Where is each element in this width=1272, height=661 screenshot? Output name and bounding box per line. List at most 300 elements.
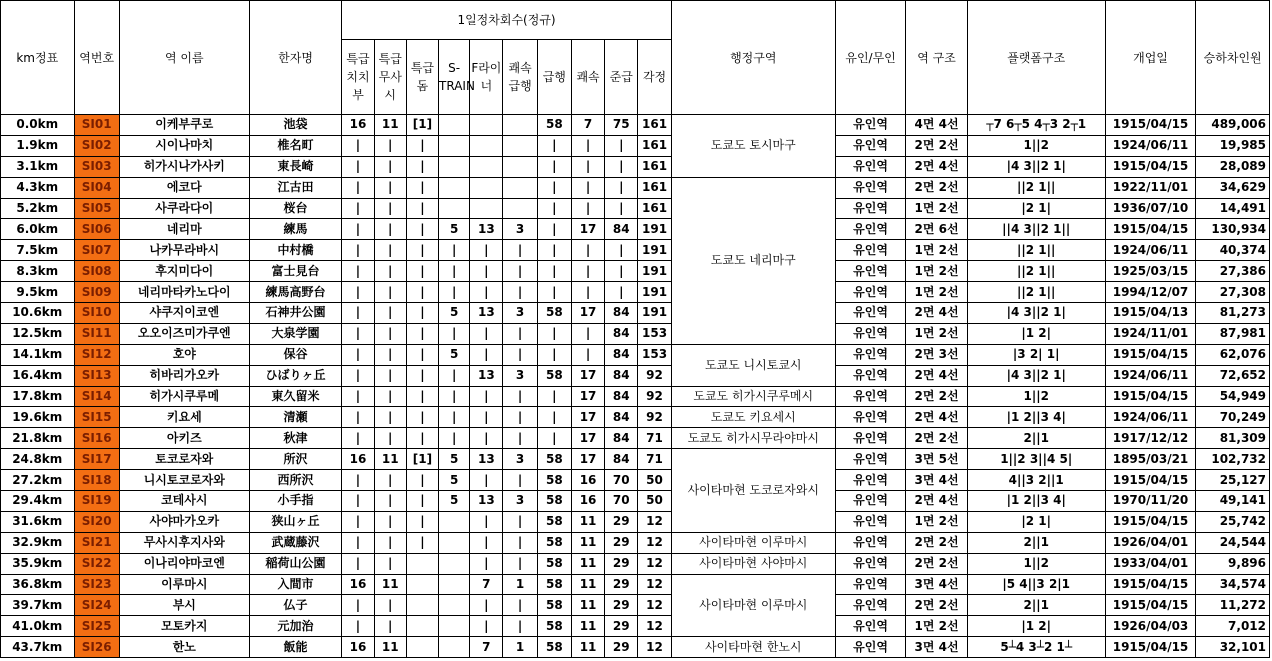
stop-count-cell: | bbox=[605, 198, 638, 219]
stop-count-cell: 58 bbox=[537, 595, 571, 616]
table-row bbox=[1, 595, 1270, 616]
station-code-cell: SI13 bbox=[74, 365, 119, 386]
platform-cell: ┬7 6┬5 4┬3 2┬1 bbox=[967, 115, 1105, 136]
open-date-cell: 1915/04/15 bbox=[1105, 470, 1196, 491]
stop-count-cell: | bbox=[342, 595, 374, 616]
staff-cell: 유인역 bbox=[835, 135, 905, 156]
area-cell: 사이타마현 한노시 bbox=[671, 637, 835, 658]
stop-count-cell: | bbox=[439, 261, 470, 282]
stop-count-cell: | bbox=[605, 282, 638, 303]
station-name-cell: 에코다 bbox=[119, 177, 249, 198]
staff-cell: 유인역 bbox=[835, 219, 905, 240]
station-code-cell: SI25 bbox=[74, 616, 119, 637]
stop-count-cell: | bbox=[537, 344, 571, 365]
stop-count-cell bbox=[470, 156, 503, 177]
passengers-cell: 25,742 bbox=[1196, 511, 1270, 532]
table-row bbox=[1, 553, 1270, 574]
stop-count-cell: | bbox=[374, 407, 406, 428]
header-station-code: 역번호 bbox=[74, 1, 119, 115]
stop-count-cell: | bbox=[571, 261, 604, 282]
stop-count-cell: | bbox=[470, 323, 503, 344]
stop-count-cell: 75 bbox=[605, 115, 638, 136]
stop-count-cell: | bbox=[406, 365, 438, 386]
staff-cell: 유인역 bbox=[835, 511, 905, 532]
station-code-cell: SI05 bbox=[74, 198, 119, 219]
stop-count-cell: 11 bbox=[571, 616, 604, 637]
station-name-cell: 한노 bbox=[119, 637, 249, 658]
km-cell: 41.0km bbox=[1, 616, 75, 637]
passengers-cell: 130,934 bbox=[1196, 219, 1270, 240]
stop-count-cell: 13 bbox=[470, 219, 503, 240]
stop-count-cell bbox=[406, 553, 438, 574]
structure-cell: 1면 2선 bbox=[906, 511, 967, 532]
platform-cell: ||2 1|| bbox=[967, 282, 1105, 303]
passengers-cell: 81,309 bbox=[1196, 428, 1270, 449]
km-cell: 7.5km bbox=[1, 240, 75, 261]
hanja-cell: 東久留米 bbox=[249, 386, 342, 407]
stop-count-cell: | bbox=[605, 261, 638, 282]
open-date-cell: 1915/04/15 bbox=[1105, 344, 1196, 365]
km-cell: 39.7km bbox=[1, 595, 75, 616]
stop-count-cell bbox=[439, 115, 470, 136]
hanja-cell: 仏子 bbox=[249, 595, 342, 616]
table-row bbox=[1, 219, 1270, 240]
platform-cell: |5 4||3 2|1 bbox=[967, 574, 1105, 595]
stop-count-cell: | bbox=[537, 240, 571, 261]
km-cell: 43.7km bbox=[1, 637, 75, 658]
km-cell: 9.5km bbox=[1, 282, 75, 303]
area-cell: 도쿄도 키요세시 bbox=[671, 407, 835, 428]
stop-count-cell: 50 bbox=[638, 491, 671, 512]
stop-count-cell bbox=[406, 595, 438, 616]
station-name-cell: 이케부쿠로 bbox=[119, 115, 249, 136]
table-row bbox=[1, 511, 1270, 532]
stop-count-cell: | bbox=[342, 511, 374, 532]
passengers-cell: 28,089 bbox=[1196, 156, 1270, 177]
station-name-cell: 샤쿠지이코엔 bbox=[119, 303, 249, 324]
stop-count-cell: | bbox=[439, 386, 470, 407]
passengers-cell: 49,141 bbox=[1196, 491, 1270, 512]
platform-cell: 4||3 2||1 bbox=[967, 470, 1105, 491]
header-type: 쾌속 bbox=[571, 40, 604, 115]
stop-count-cell: 58 bbox=[537, 511, 571, 532]
stop-count-cell: 11 bbox=[571, 553, 604, 574]
stop-count-cell: | bbox=[537, 135, 571, 156]
header-area: 행정구역 bbox=[671, 1, 835, 115]
stop-count-cell: 5 bbox=[439, 491, 470, 512]
stop-count-cell: | bbox=[439, 323, 470, 344]
structure-cell: 3면 5선 bbox=[906, 449, 967, 470]
stop-count-cell: | bbox=[571, 177, 604, 198]
stop-count-cell: 29 bbox=[605, 595, 638, 616]
stop-count-cell: 161 bbox=[638, 115, 671, 136]
stop-count-cell: 7 bbox=[571, 115, 604, 136]
station-code-cell: SI17 bbox=[74, 449, 119, 470]
km-cell: 27.2km bbox=[1, 470, 75, 491]
staff-cell: 유인역 bbox=[835, 470, 905, 491]
platform-cell: 1||2 bbox=[967, 386, 1105, 407]
stop-count-cell: | bbox=[503, 532, 537, 553]
structure-cell: 2면 2선 bbox=[906, 386, 967, 407]
staff-cell: 유인역 bbox=[835, 574, 905, 595]
stop-count-cell: 84 bbox=[605, 344, 638, 365]
hanja-cell: 狭山ヶ丘 bbox=[249, 511, 342, 532]
stop-count-cell: | bbox=[406, 344, 438, 365]
stop-count-cell: [1] bbox=[406, 449, 438, 470]
stop-count-cell: | bbox=[406, 135, 438, 156]
stop-count-cell: 29 bbox=[605, 532, 638, 553]
passengers-cell: 7,012 bbox=[1196, 616, 1270, 637]
open-date-cell: 1895/03/21 bbox=[1105, 449, 1196, 470]
header-type: 특급치치부 bbox=[342, 40, 374, 115]
station-name-cell: 코테사시 bbox=[119, 491, 249, 512]
hanja-cell: ひばりヶ丘 bbox=[249, 365, 342, 386]
stop-count-cell: 58 bbox=[537, 303, 571, 324]
staff-cell: 유인역 bbox=[835, 282, 905, 303]
km-cell: 31.6km bbox=[1, 511, 75, 532]
station-code-cell: SI21 bbox=[74, 532, 119, 553]
stop-count-cell: | bbox=[439, 240, 470, 261]
stop-count-cell: | bbox=[503, 616, 537, 637]
stop-count-cell: 92 bbox=[638, 407, 671, 428]
station-name-cell: 모토카지 bbox=[119, 616, 249, 637]
stop-count-cell: | bbox=[374, 135, 406, 156]
stop-count-cell bbox=[503, 198, 537, 219]
stop-count-cell: 3 bbox=[503, 219, 537, 240]
stop-count-cell: | bbox=[470, 511, 503, 532]
table-row bbox=[1, 115, 1270, 136]
passengers-cell: 14,491 bbox=[1196, 198, 1270, 219]
stop-count-cell: | bbox=[374, 428, 406, 449]
stop-count-cell: 1 bbox=[503, 574, 537, 595]
stop-count-cell: | bbox=[406, 532, 438, 553]
hanja-cell: 飯能 bbox=[249, 637, 342, 658]
passengers-cell: 24,544 bbox=[1196, 532, 1270, 553]
passengers-cell: 34,629 bbox=[1196, 177, 1270, 198]
structure-cell: 2면 3선 bbox=[906, 344, 967, 365]
station-name-cell: 사쿠라다이 bbox=[119, 198, 249, 219]
station-code-cell: SI02 bbox=[74, 135, 119, 156]
stop-count-cell bbox=[439, 574, 470, 595]
table-row bbox=[1, 198, 1270, 219]
station-name-cell: 사야마가오카 bbox=[119, 511, 249, 532]
stop-count-cell: 71 bbox=[638, 428, 671, 449]
stop-count-cell: | bbox=[374, 386, 406, 407]
platform-cell: |1 2| bbox=[967, 616, 1105, 637]
stop-count-cell: | bbox=[342, 407, 374, 428]
stop-count-cell: | bbox=[537, 198, 571, 219]
stop-count-cell: | bbox=[470, 261, 503, 282]
stop-count-cell: 29 bbox=[605, 616, 638, 637]
passengers-cell: 27,308 bbox=[1196, 282, 1270, 303]
table-row bbox=[1, 532, 1270, 553]
stop-count-cell: | bbox=[374, 261, 406, 282]
stop-count-cell: | bbox=[571, 198, 604, 219]
stop-count-cell: 12 bbox=[638, 595, 671, 616]
station-code-cell: SI09 bbox=[74, 282, 119, 303]
km-cell: 16.4km bbox=[1, 365, 75, 386]
stop-count-cell: 16 bbox=[571, 491, 604, 512]
platform-cell: 2||1 bbox=[967, 532, 1105, 553]
stop-count-cell: 17 bbox=[571, 407, 604, 428]
km-cell: 8.3km bbox=[1, 261, 75, 282]
stop-count-cell bbox=[439, 156, 470, 177]
stop-count-cell: | bbox=[503, 240, 537, 261]
passengers-cell: 62,076 bbox=[1196, 344, 1270, 365]
hanja-cell: 保谷 bbox=[249, 344, 342, 365]
stop-count-cell: 5 bbox=[439, 344, 470, 365]
table-row bbox=[1, 637, 1270, 658]
header-hanja: 한자명 bbox=[249, 1, 342, 115]
header-type: 급행 bbox=[537, 40, 571, 115]
stop-count-cell: 12 bbox=[638, 637, 671, 658]
stop-count-cell: 11 bbox=[571, 637, 604, 658]
table-row bbox=[1, 303, 1270, 324]
stop-count-cell: | bbox=[342, 616, 374, 637]
platform-cell: 1||2 3||4 5| bbox=[967, 449, 1105, 470]
table-row bbox=[1, 323, 1270, 344]
stop-count-cell bbox=[503, 156, 537, 177]
open-date-cell: 1915/04/15 bbox=[1105, 595, 1196, 616]
stop-count-cell: 17 bbox=[571, 428, 604, 449]
stop-count-cell: 11 bbox=[374, 449, 406, 470]
station-code-cell: SI07 bbox=[74, 240, 119, 261]
header-type: F라이너 bbox=[470, 40, 503, 115]
hanja-cell: 元加治 bbox=[249, 616, 342, 637]
passengers-cell: 34,574 bbox=[1196, 574, 1270, 595]
stop-count-cell: 71 bbox=[638, 449, 671, 470]
stop-count-cell: | bbox=[537, 386, 571, 407]
stop-count-cell: | bbox=[342, 532, 374, 553]
platform-cell: |4 3||2 1| bbox=[967, 303, 1105, 324]
stop-count-cell: | bbox=[342, 428, 374, 449]
stop-count-cell: 84 bbox=[605, 365, 638, 386]
structure-cell: 2면 2선 bbox=[906, 532, 967, 553]
passengers-cell: 40,374 bbox=[1196, 240, 1270, 261]
stop-count-cell bbox=[439, 198, 470, 219]
open-date-cell: 1933/04/01 bbox=[1105, 553, 1196, 574]
stop-count-cell: 16 bbox=[342, 637, 374, 658]
stop-count-cell: 16 bbox=[342, 574, 374, 595]
stop-count-cell: | bbox=[406, 177, 438, 198]
stop-count-cell: | bbox=[605, 240, 638, 261]
stop-count-cell: | bbox=[406, 407, 438, 428]
structure-cell: 2면 2선 bbox=[906, 595, 967, 616]
stop-count-cell: | bbox=[374, 323, 406, 344]
stop-count-cell: | bbox=[342, 240, 374, 261]
platform-cell: ||2 1|| bbox=[967, 261, 1105, 282]
stop-count-cell: 16 bbox=[342, 449, 374, 470]
stop-count-cell: | bbox=[503, 407, 537, 428]
stop-count-cell bbox=[470, 115, 503, 136]
open-date-cell: 1915/04/13 bbox=[1105, 303, 1196, 324]
staff-cell: 유인역 bbox=[835, 532, 905, 553]
stop-count-cell: 191 bbox=[638, 261, 671, 282]
stop-count-cell: | bbox=[470, 344, 503, 365]
stop-count-cell: | bbox=[374, 344, 406, 365]
passengers-cell: 54,949 bbox=[1196, 386, 1270, 407]
stop-count-cell: | bbox=[374, 553, 406, 574]
stop-count-cell: 13 bbox=[470, 365, 503, 386]
stop-count-cell: [1] bbox=[406, 115, 438, 136]
stop-count-cell: 5 bbox=[439, 219, 470, 240]
station-code-cell: SI11 bbox=[74, 323, 119, 344]
stop-count-cell: | bbox=[342, 156, 374, 177]
passengers-cell: 32,101 bbox=[1196, 637, 1270, 658]
station-code-cell: SI15 bbox=[74, 407, 119, 428]
header-platform: 플랫폼구조 bbox=[967, 1, 1105, 115]
area-cell: 도쿄도 히가시쿠루메시 bbox=[671, 386, 835, 407]
stop-count-cell: 58 bbox=[537, 449, 571, 470]
open-date-cell: 1915/04/15 bbox=[1105, 115, 1196, 136]
structure-cell: 2면 2선 bbox=[906, 135, 967, 156]
stop-count-cell: | bbox=[342, 491, 374, 512]
stop-count-cell: 161 bbox=[638, 156, 671, 177]
stop-count-cell: | bbox=[470, 240, 503, 261]
hanja-cell: 西所沢 bbox=[249, 470, 342, 491]
stop-count-cell bbox=[439, 553, 470, 574]
station-code-cell: SI06 bbox=[74, 219, 119, 240]
staff-cell: 유인역 bbox=[835, 344, 905, 365]
stop-count-cell: 84 bbox=[605, 407, 638, 428]
hanja-cell: 富士見台 bbox=[249, 261, 342, 282]
station-name-cell: 토코로자와 bbox=[119, 449, 249, 470]
km-cell: 1.9km bbox=[1, 135, 75, 156]
stop-count-cell: | bbox=[374, 595, 406, 616]
stop-count-cell bbox=[439, 511, 470, 532]
stop-count-cell: 7 bbox=[470, 637, 503, 658]
staff-cell: 유인역 bbox=[835, 323, 905, 344]
stop-count-cell: | bbox=[342, 386, 374, 407]
stop-count-cell: | bbox=[439, 407, 470, 428]
stop-count-cell: 58 bbox=[537, 637, 571, 658]
structure-cell: 3면 4선 bbox=[906, 574, 967, 595]
km-cell: 4.3km bbox=[1, 177, 75, 198]
km-cell: 32.9km bbox=[1, 532, 75, 553]
platform-cell: |2 1| bbox=[967, 511, 1105, 532]
hanja-cell: 入間市 bbox=[249, 574, 342, 595]
area-cell: 도쿄도 히가시무라야마시 bbox=[671, 428, 835, 449]
stop-count-cell: 12 bbox=[638, 574, 671, 595]
stop-count-cell: | bbox=[342, 323, 374, 344]
hanja-cell: 練馬高野台 bbox=[249, 282, 342, 303]
station-name-cell: 이루마시 bbox=[119, 574, 249, 595]
passengers-cell: 72,652 bbox=[1196, 365, 1270, 386]
hanja-cell: 武蔵藤沢 bbox=[249, 532, 342, 553]
station-code-cell: SI12 bbox=[74, 344, 119, 365]
stop-count-cell: | bbox=[537, 261, 571, 282]
stop-count-cell: 16 bbox=[342, 115, 374, 136]
stop-count-cell: 12 bbox=[638, 553, 671, 574]
platform-cell: 2||1 bbox=[967, 595, 1105, 616]
station-name-cell: 네리마타카노다이 bbox=[119, 282, 249, 303]
station-code-cell: SI14 bbox=[74, 386, 119, 407]
stop-count-cell: 84 bbox=[605, 428, 638, 449]
station-name-cell: 니시토코로자와 bbox=[119, 470, 249, 491]
stop-count-cell: | bbox=[406, 198, 438, 219]
stop-count-cell: | bbox=[470, 407, 503, 428]
km-cell: 6.0km bbox=[1, 219, 75, 240]
passengers-cell: 102,732 bbox=[1196, 449, 1270, 470]
structure-cell: 2면 4선 bbox=[906, 303, 967, 324]
stop-count-cell: | bbox=[537, 219, 571, 240]
passengers-cell: 9,896 bbox=[1196, 553, 1270, 574]
platform-cell: |2 1| bbox=[967, 198, 1105, 219]
station-name-cell: 후지미다이 bbox=[119, 261, 249, 282]
hanja-cell: 練馬 bbox=[249, 219, 342, 240]
staff-cell: 유인역 bbox=[835, 261, 905, 282]
stop-count-cell: 5 bbox=[439, 303, 470, 324]
stop-count-cell: | bbox=[571, 282, 604, 303]
stop-count-cell: 11 bbox=[571, 511, 604, 532]
hanja-cell: 東長崎 bbox=[249, 156, 342, 177]
stop-count-cell: 11 bbox=[374, 115, 406, 136]
header-open-date: 개업일 bbox=[1105, 1, 1196, 115]
area-cell: 사이타마현 이루마시 bbox=[671, 532, 835, 553]
stop-count-cell: | bbox=[470, 470, 503, 491]
station-name-cell: 오오이즈미가쿠엔 bbox=[119, 323, 249, 344]
table-row bbox=[1, 574, 1270, 595]
stop-count-cell: | bbox=[605, 135, 638, 156]
stop-count-cell: 29 bbox=[605, 637, 638, 658]
stop-count-cell: | bbox=[374, 470, 406, 491]
open-date-cell: 1924/06/11 bbox=[1105, 240, 1196, 261]
station-code-cell: SI08 bbox=[74, 261, 119, 282]
stop-count-cell bbox=[470, 135, 503, 156]
stop-count-cell: 191 bbox=[638, 303, 671, 324]
platform-cell: ||2 1|| bbox=[967, 177, 1105, 198]
stop-count-cell: 7 bbox=[470, 574, 503, 595]
table-row bbox=[1, 177, 1270, 198]
station-code-cell: SI18 bbox=[74, 470, 119, 491]
table-row bbox=[1, 449, 1270, 470]
staff-cell: 유인역 bbox=[835, 595, 905, 616]
header-type: 각정 bbox=[638, 40, 671, 115]
station-code-cell: SI26 bbox=[74, 637, 119, 658]
station-code-cell: SI23 bbox=[74, 574, 119, 595]
stop-count-cell: | bbox=[571, 240, 604, 261]
stop-count-cell: | bbox=[406, 323, 438, 344]
station-name-cell: 이나리야마코엔 bbox=[119, 553, 249, 574]
km-cell: 19.6km bbox=[1, 407, 75, 428]
stop-count-cell: 17 bbox=[571, 365, 604, 386]
stop-count-cell: 58 bbox=[537, 470, 571, 491]
stop-count-cell: | bbox=[406, 511, 438, 532]
passengers-cell: 27,386 bbox=[1196, 261, 1270, 282]
stop-count-cell bbox=[439, 532, 470, 553]
km-cell: 0.0km bbox=[1, 115, 75, 136]
hanja-cell: 稲荷山公園 bbox=[249, 553, 342, 574]
stop-count-cell: 191 bbox=[638, 282, 671, 303]
header-daily-stops: 1일정차회수(정규) bbox=[342, 1, 671, 40]
stop-count-cell: 5 bbox=[439, 449, 470, 470]
passengers-cell: 87,981 bbox=[1196, 323, 1270, 344]
stop-count-cell: | bbox=[342, 344, 374, 365]
stop-count-cell: | bbox=[470, 282, 503, 303]
stop-count-cell: 161 bbox=[638, 198, 671, 219]
stop-count-cell: | bbox=[342, 303, 374, 324]
hanja-cell: 所沢 bbox=[249, 449, 342, 470]
station-name-cell: 무사시후지사와 bbox=[119, 532, 249, 553]
stop-count-cell: | bbox=[374, 303, 406, 324]
stop-count-cell: 11 bbox=[374, 637, 406, 658]
platform-cell: |4 3||2 1| bbox=[967, 156, 1105, 177]
stop-count-cell: | bbox=[503, 282, 537, 303]
structure-cell: 3면 4선 bbox=[906, 470, 967, 491]
open-date-cell: 1922/11/01 bbox=[1105, 177, 1196, 198]
stop-count-cell: | bbox=[470, 428, 503, 449]
stop-count-cell: 58 bbox=[537, 616, 571, 637]
